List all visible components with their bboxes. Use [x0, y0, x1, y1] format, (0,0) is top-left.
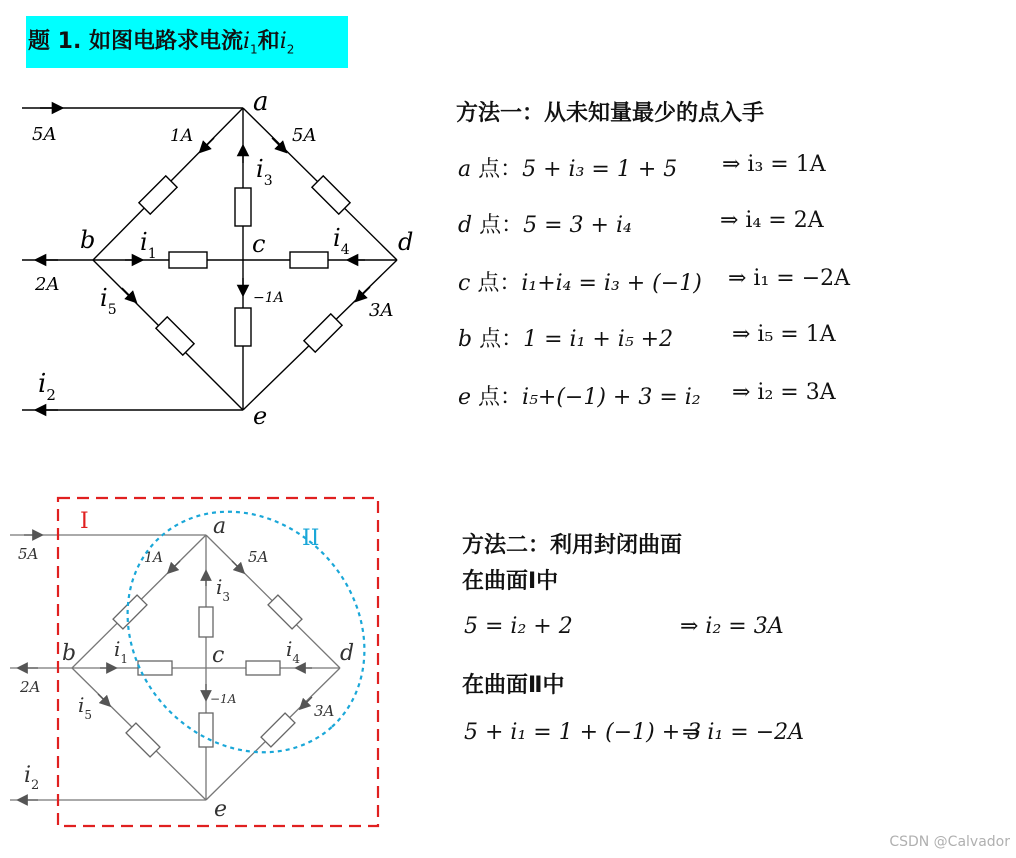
method1-row-b: b 点：1 = i₁ + i₅ +2	[458, 327, 674, 352]
svg-text:d: d	[340, 641, 355, 666]
resistor-bc	[169, 252, 207, 268]
resistor-ce	[235, 308, 251, 346]
svg-text:5A: 5A	[248, 548, 269, 566]
closed-surface-II	[79, 463, 414, 800]
circuit-1	[22, 108, 397, 410]
resistor-ad	[312, 176, 350, 214]
surface-I-label: I	[80, 509, 89, 534]
method2-eq2: 5 + i₁ = 1 + (−1) + 3	[464, 720, 702, 745]
svg-text:i2: $i_2$	[24, 763, 40, 793]
method1-row-c: c 点：i₁+i₄ = i₃ + (−1)	[458, 271, 702, 296]
method1-row-e: e 点：i₅+(−1) + 3 = i₂	[458, 385, 701, 410]
method2-res2: ⇒ i₁ = −2A	[682, 720, 805, 745]
svg-text:c: c	[212, 643, 225, 668]
current-dc: $i_4$	[333, 224, 350, 258]
current-ab: 1A	[170, 126, 194, 146]
svg-text:i1: $i_1$	[114, 637, 129, 666]
method2-eq1: 5 = i₂ + 2	[464, 614, 573, 639]
svg-text:−1A: −1A	[210, 692, 237, 706]
method1-result-e: ⇒ i₂ = 3A	[732, 380, 836, 405]
svg-text:3A: 3A	[314, 702, 335, 720]
problem-title: 题 1. 如图电路求电流$i_1$和$i_2$	[26, 16, 348, 68]
circuit-1-labels	[32, 87, 413, 430]
node-a-label: a	[253, 87, 269, 117]
current-be: $i_5$	[100, 284, 117, 318]
method1-row-a: a 点：5 + i₃ = 1 + 5	[458, 157, 678, 182]
svg-text:i5: $i_5$	[78, 693, 93, 722]
current-ce: −1A	[253, 290, 284, 306]
circuit-1-resistors	[139, 176, 350, 355]
method1-result-d: ⇒ i₄ = 2A	[720, 208, 824, 233]
current-ad: 5A	[292, 125, 317, 146]
method2-res1: ⇒ i₂ = 3A	[680, 614, 784, 639]
method2-heading: 方法二：利用封闭曲面	[462, 533, 683, 558]
svg-text:5A: 5A	[18, 545, 39, 563]
method1-result-c: ⇒ i₁ = −2A	[728, 266, 851, 291]
circuit-2-resistors	[113, 595, 302, 757]
resistor-be	[156, 317, 194, 355]
current-in-a: 5A	[32, 124, 57, 145]
method1-heading: 方法一：从未知量最少的点入手	[456, 101, 765, 126]
current-out-e: $i_2$	[38, 369, 56, 404]
current-bc: $i_1$	[140, 228, 157, 262]
resistor-de	[304, 314, 342, 352]
circuit-2	[10, 535, 340, 800]
node-d-label: d	[398, 228, 414, 256]
node-e-label: e	[253, 402, 268, 430]
resistor-ab	[139, 176, 177, 214]
method1-result-a: ⇒ i₃ = 1A	[722, 152, 826, 177]
current-de: 3A	[369, 300, 394, 321]
method1-result-b: ⇒ i₅ = 1A	[732, 322, 836, 347]
node-b-label: b	[80, 226, 96, 254]
surface-II-label: II	[302, 526, 320, 551]
resistor-ca	[235, 188, 251, 226]
svg-text:1A: 1A	[144, 550, 164, 566]
surface-I-caption: 在曲面Ⅰ中	[462, 569, 559, 594]
method1-row-d: d 点：5 = 3 + i₄	[458, 213, 632, 238]
svg-text:a: a	[213, 514, 227, 539]
svg-text:2A: 2A	[20, 678, 41, 696]
node-c-label: c	[252, 230, 266, 258]
resistor-cd	[290, 252, 328, 268]
watermark: CSDN @Calvador	[889, 834, 1010, 850]
svg-text:i3: $i_3$	[216, 575, 231, 604]
surface-II-caption: 在曲面Ⅱ中	[462, 673, 565, 698]
svg-text:e: e	[214, 797, 228, 822]
svg-text:i4: $i_4$	[286, 637, 301, 666]
current-out-b: 2A	[35, 274, 60, 295]
svg-text:b: b	[62, 641, 77, 666]
current-ca: $i_3$	[256, 155, 273, 189]
